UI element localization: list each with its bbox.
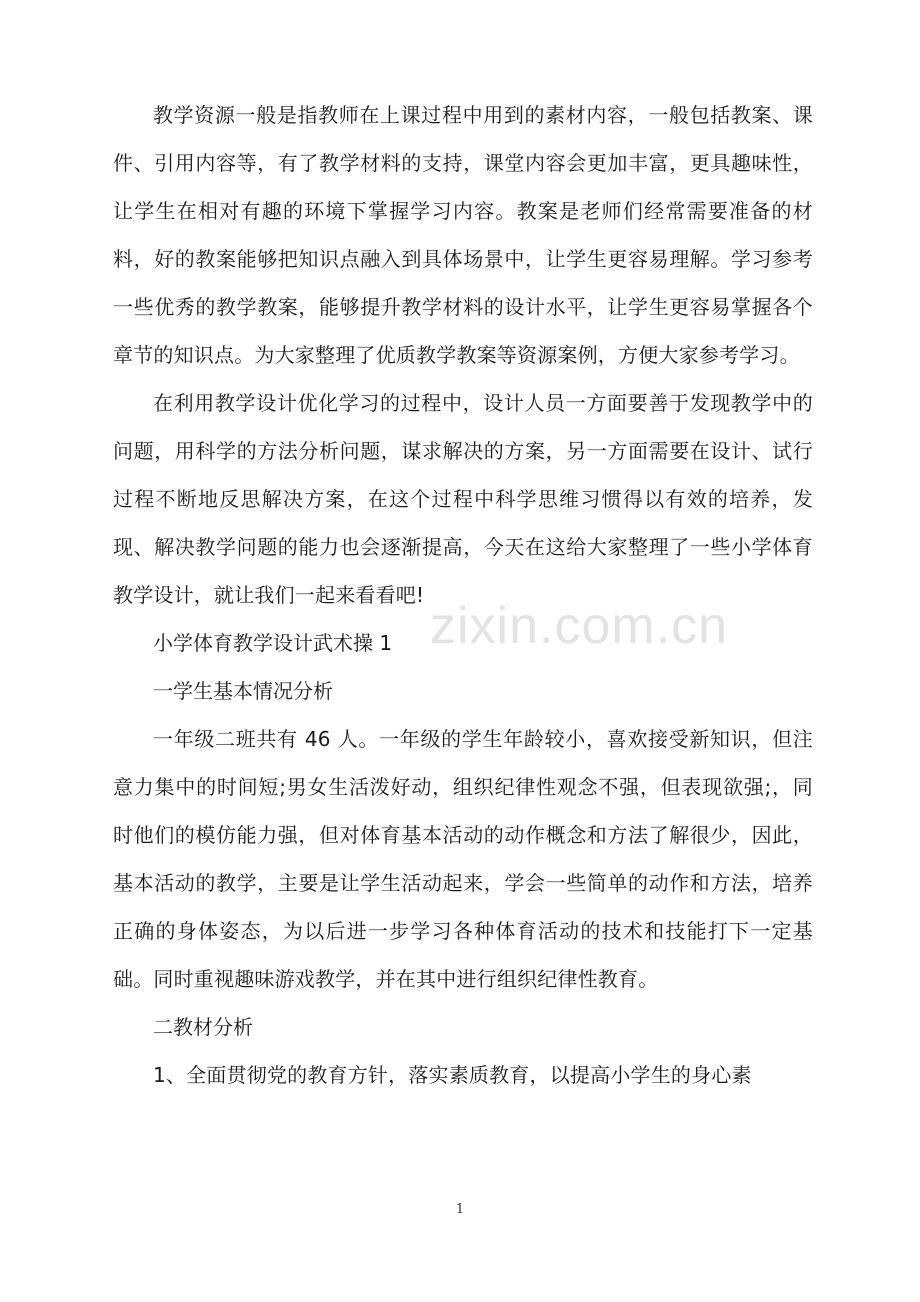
watermark: zixin.com.cn — [430, 597, 729, 655]
document-body — [113, 91, 813, 1099]
section-title: 小学体育教学设计武术操 1 — [153, 631, 393, 655]
intro-paragraph: 教学资源一般是指教师在上课过程中用到的素材内容，一般包括教案、课件、引用内容等，有了教学材料的支持，课堂内容会更加丰富，更具趣味性，让学生在相对有趣的环境下掌握学习内容。教案是老师们经常需要准备的材料，好的教案能够把知识点融入到具体场景中，让学生更容易理解。学习参考一些优秀的教学教案，能够提升教学材料的设计水平，让学生更容易掌握各个章节的知识点。为大家整理了优质教学教案等资源案例，方便大家参考学习。 — [113, 103, 813, 367]
subheading-material-analysis: 二教材分析 — [153, 1015, 253, 1039]
material-analysis-paragraph: 1、全面贯彻党的教育方针，落实素质教育，以提高小学生的身心素 — [153, 1063, 752, 1087]
design-paragraph: 在利用教学设计优化学习的过程中，设计人员一方面要善于发现教学中的问题，用科学的方法分析问题，谋求解决的方案，另一方面需要在设计、试行过程不断地反思解决方案，在这个过程中科学思维习惯得以有效的培养，发现、解决教学问题的能力也会逐渐提高，今天在这给大家整理了一些小学体育教学设计，就让我们一起来看看吧! — [113, 391, 813, 607]
subheading-student-analysis: 一学生基本情况分析 — [153, 679, 333, 703]
student-analysis-paragraph: 一年级二班共有 46 人。一年级的学生年龄较小，喜欢接受新知识，但注意力集中的时间短;男女生活泼好动，组织纪律性观念不强，但表现欲强;，同时他们的模仿能力强，但对体育基本活动的动作概念和方法了解很少，因此，基本活动的教学，主要是让学生活动起来，学会一些简单的动作和方法，培养正确的身体姿态，为以后进一步学习各种体育活动的技术和技能打下一定基础。同时重视趣味游戏教学，并在其中进行组织纪律性教育。 — [113, 727, 813, 991]
page-number: 1 — [455, 1202, 465, 1217]
